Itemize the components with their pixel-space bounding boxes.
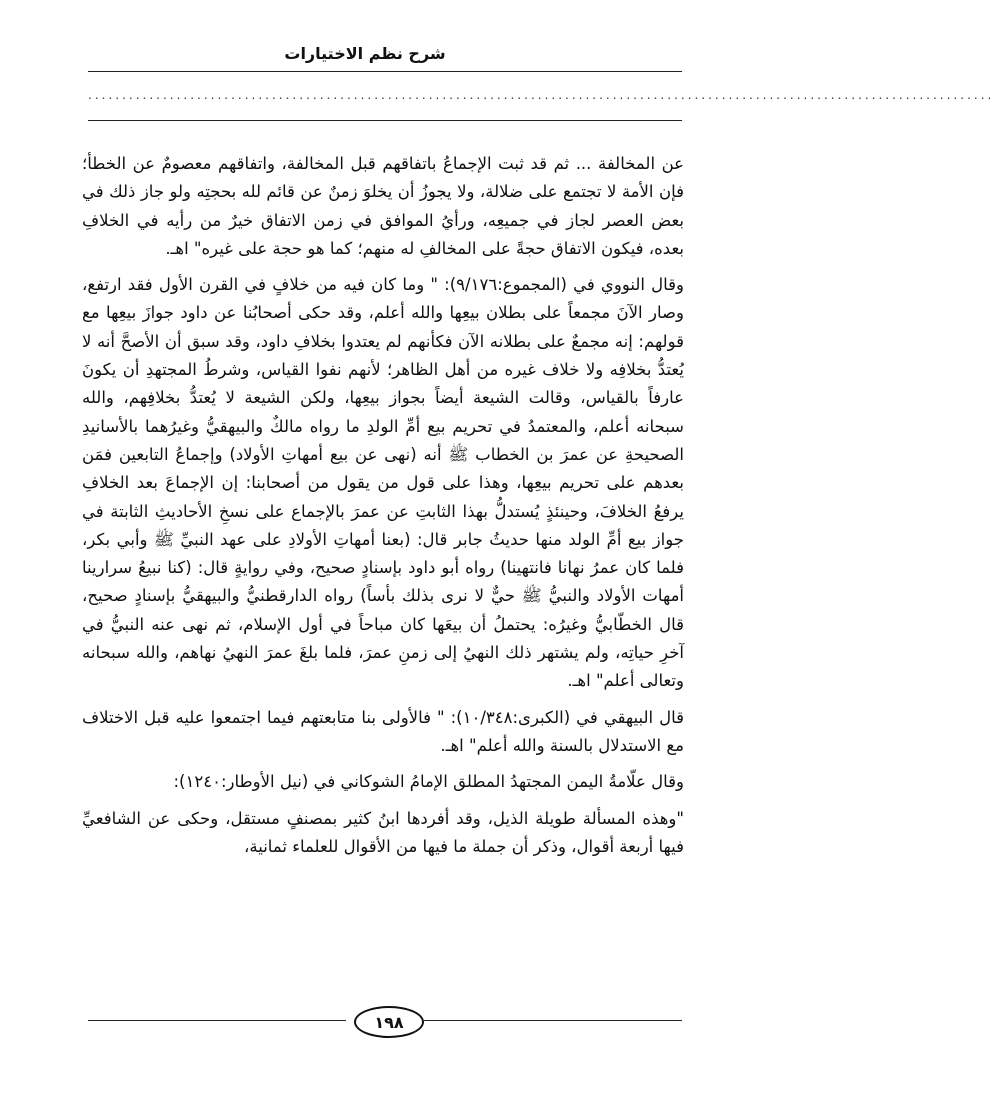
dotted-separator: .....................................................................................................................................: [88, 88, 994, 102]
footer-rule-left: [88, 1020, 346, 1021]
paragraph-bayhaqi: قال البيهقي في (الكبرى:١٠/٣٤٨): " فالأولى بنا متابعتهم فيما اجتمعوا عليه قبل الاختلاف مع الاستدلال بالسنة والله أعلم" اهـ.: [82, 707, 684, 755]
paragraph-nawawi: وقال النووي في (المجموع:٩/١٧٦): " وما كان فيه من خلافٍ في القرن الأول فقد ارتفع، وصار الآنَ مجمعاً على بطلان بيعِها والله أعلم، وقد حكى أصحابُنا عن داود جوازَ بيعِها مع قولهم: إنه مجمعٌ على بطلانه الآن فكأنهم لم يعتدوا بخلافِ داود، وقد سبق أن الأصحَّ أنه لا يُعتدُّ بخلافِه ولا خلاف غيره من أهل الظاهر؛ لأنهم نفوا القياس، وشرطُ المجتهدِ أن يكونَ عارفاً بالقياس، وقالت الشيعة أيضاً بجواز بيعِها، ولكن الشيعة لا يُعتدُّ بخلافِهم، والله سبحانه أعلم، والمعتمدُ في تحريم بيع أمِّ الولدِ ما رواه مالكٌ والبيهقيُّ وغيرُهما بالأسانيدِ الصحيحةِ عن عمرَ بن الخطاب ﷺ أنه (نهى عن بيع أمهاتِ الأولاد) وإجماعُ التابعين فمَن بعدهم على تحريم بيعِها، وهذا على قول من يقول من أصحابنا: إن الإجماعَ بعد الخلافِ يرفعُ الخلافَ، وحينئذٍ يُستدلُّ بهذا الثابتِ عن عمرَ بالإجماع على نسخِ الأحاديثِ الثابتة في جواز بيع أمِّ الولد منها حديثُ جابر قال: (بعنا أمهاتِ الأولادِ على عهد النبيِّ ﷺ وأبي بكر، فلما كان عمرُ نهانا فانتهينا) رواه أبو داود بإسنادٍ صحيح، وفي روايةٍ قال: (كنا نبيعُ سرارينا أمهات الأولاد والنبيُّ ﷺ حيٌّ لا نرى بذلك بأساً) رواه الدارقطنيُّ والبيهقيُّ بإسنادٍ صحيح، قال الخطّابيُّ وغيرُه: يحتملُ أن بيعَها كان مباحاً في أول الإسلام، ثم نهى عنه النبيُّ في آخرِ حياتِه، ولم يشتهر ذلك النهيُ إلى زمنِ عمرَ، فلما بلغَ عمرَ النهيُ نهاهم، والله سبحانه وتعالى أعلم" اهـ.: [82, 275, 685, 691]
page-number: ١٩٨: [354, 1006, 424, 1038]
paragraph-shawkani-quote: "وهذه المسألة طويلة الذيل، وقد أفردها ابنُ كثير بمصنفٍ مستقل، وحكى عن الشافعيِّ فيها أربعة أقوال، وذكر أن جملة ما فيها من الأقوال للعلماء ثمانية،: [82, 808, 684, 856]
running-header: شرح نظم الاختيارات: [284, 44, 446, 63]
footer-rule-right: [424, 1020, 682, 1021]
paragraph-shawkani-intro: وقال علّامةُ اليمن المجتهدُ المطلق الإمامُ الشوكاني في (نيل الأوطار:١٢٤٠):: [173, 772, 684, 792]
body-text: [82, 150, 684, 861]
separator-rule: [88, 120, 682, 121]
header-rule: [88, 71, 682, 72]
paragraph-quote-continuation: عن المخالفة ... ثم قد ثبت الإجماعُ باتفاقهم قبل المخالفة، واتفاقهم معصومٌ عن الخطأ؛ فإن الأمة لا تجتمع على ضلالة، ولا يجوزُ أن يخلوَ زمنٌ عن قائم لله بحجتِه ولو جاز ذلك في بعض العصر لجاز في جميعِه، ورأيُ الموافق في زمن الاتفاق خيرٌ من رأيه في الخلافِ بعده، فيكون الاتفاق حجةً على المخالفِ له منهم؛ كما هو حجة على غيره" اهـ.: [82, 154, 684, 258]
